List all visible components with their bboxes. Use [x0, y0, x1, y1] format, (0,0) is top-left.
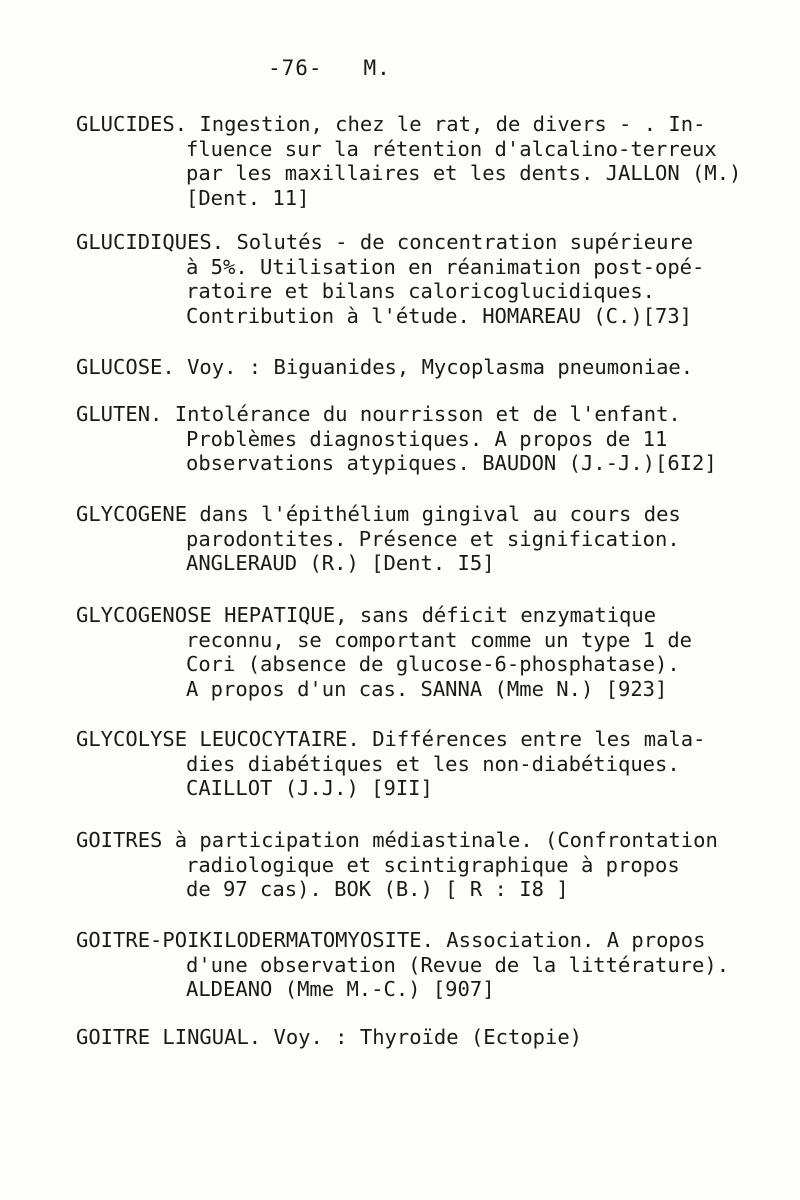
- index-entry: [76, 402, 736, 476]
- entry-line: Cori (absence de glucose-6-phosphatase).: [186, 652, 680, 676]
- entry-line: parodontites. Présence et signification.: [186, 526, 680, 551]
- index-entry: [76, 928, 736, 1002]
- entry-line: ratoire et bilans caloricoglucidiques.: [186, 279, 655, 303]
- entry-line: GOITRES à participation médiastinale. (Confrontation: [76, 828, 718, 852]
- entry-line: reconnu, se comportant comme un type 1 de: [186, 627, 693, 652]
- entry-line: GLUCIDES. Ingestion, chez le rat, de divers - . In-: [76, 112, 706, 136]
- entry-line: Contribution à l'étude. HOMAREAU (C.)[73]: [186, 303, 693, 328]
- entry-line: par les maxillaires et les dents. JALLON (M.): [186, 161, 742, 185]
- page-number: -76-: [268, 56, 323, 80]
- entry-line: fluence sur la rétention d'alcalino-terreux: [186, 136, 717, 161]
- index-entry: [76, 603, 736, 701]
- entry-line: GLUCIDIQUES. Solutés - de concentration supérieure: [76, 230, 694, 254]
- entry-line: GLYCOGENE dans l'épithélium gingival au cours des: [76, 502, 681, 526]
- index-entry: [76, 1025, 736, 1050]
- index-entry: [76, 502, 736, 576]
- index-entry: [76, 112, 742, 210]
- entry-line: GLYCOGENOSE HEPATIQUE, sans déficit enzymatique: [76, 603, 657, 627]
- entry-line: observations atypiques. BAUDON (J.-J.)[6I2]: [186, 451, 717, 475]
- entry-line: [Dent. 11]: [186, 185, 310, 210]
- entry-line: A propos d'un cas. SANNA (Mme N.) [923]: [186, 676, 668, 701]
- entry-line: de 97 cas). BOK (B.) [ R : I8 ]: [186, 877, 569, 901]
- entry-line: Problèmes diagnostiques. A propos de 11: [186, 426, 668, 451]
- entry-line: radiologique et scintigraphique à propos: [186, 852, 680, 877]
- entry-line: dies diabétiques et les non-diabétiques.: [186, 751, 680, 776]
- entry-line: GLYCOLYSE LEUCOCYTAIRE. Différences entre les mala-: [76, 727, 706, 751]
- section-letter: M.: [363, 56, 391, 80]
- entry-line: d'une observation (Revue de la littérature).: [186, 952, 730, 977]
- entry-line: GLUCOSE. Voy. : Biguanides, Mycoplasma pneumoniae.: [76, 355, 694, 379]
- index-entry: [76, 230, 736, 328]
- entry-line: à 5%. Utilisation en réanimation post-opé-: [186, 254, 705, 279]
- page-header: [268, 56, 391, 80]
- index-entry: [76, 355, 736, 380]
- entry-line: GOITRE-POIKILODERMATOMYOSITE. Association. A propos: [76, 928, 706, 952]
- index-entry: [76, 727, 736, 801]
- entry-line: GLUTEN. Intolérance du nourrisson et de l'enfant.: [76, 402, 681, 426]
- entry-line: GOITRE LINGUAL. Voy. : Thyroïde (Ectopie): [76, 1025, 583, 1049]
- index-entry: [76, 828, 736, 902]
- entry-line: ALDEANO (Mme M.-C.) [907]: [186, 977, 495, 1001]
- entry-line: CAILLOT (J.J.) [9II]: [186, 776, 433, 800]
- entry-line: ANGLERAUD (R.) [Dent. I5]: [186, 551, 495, 575]
